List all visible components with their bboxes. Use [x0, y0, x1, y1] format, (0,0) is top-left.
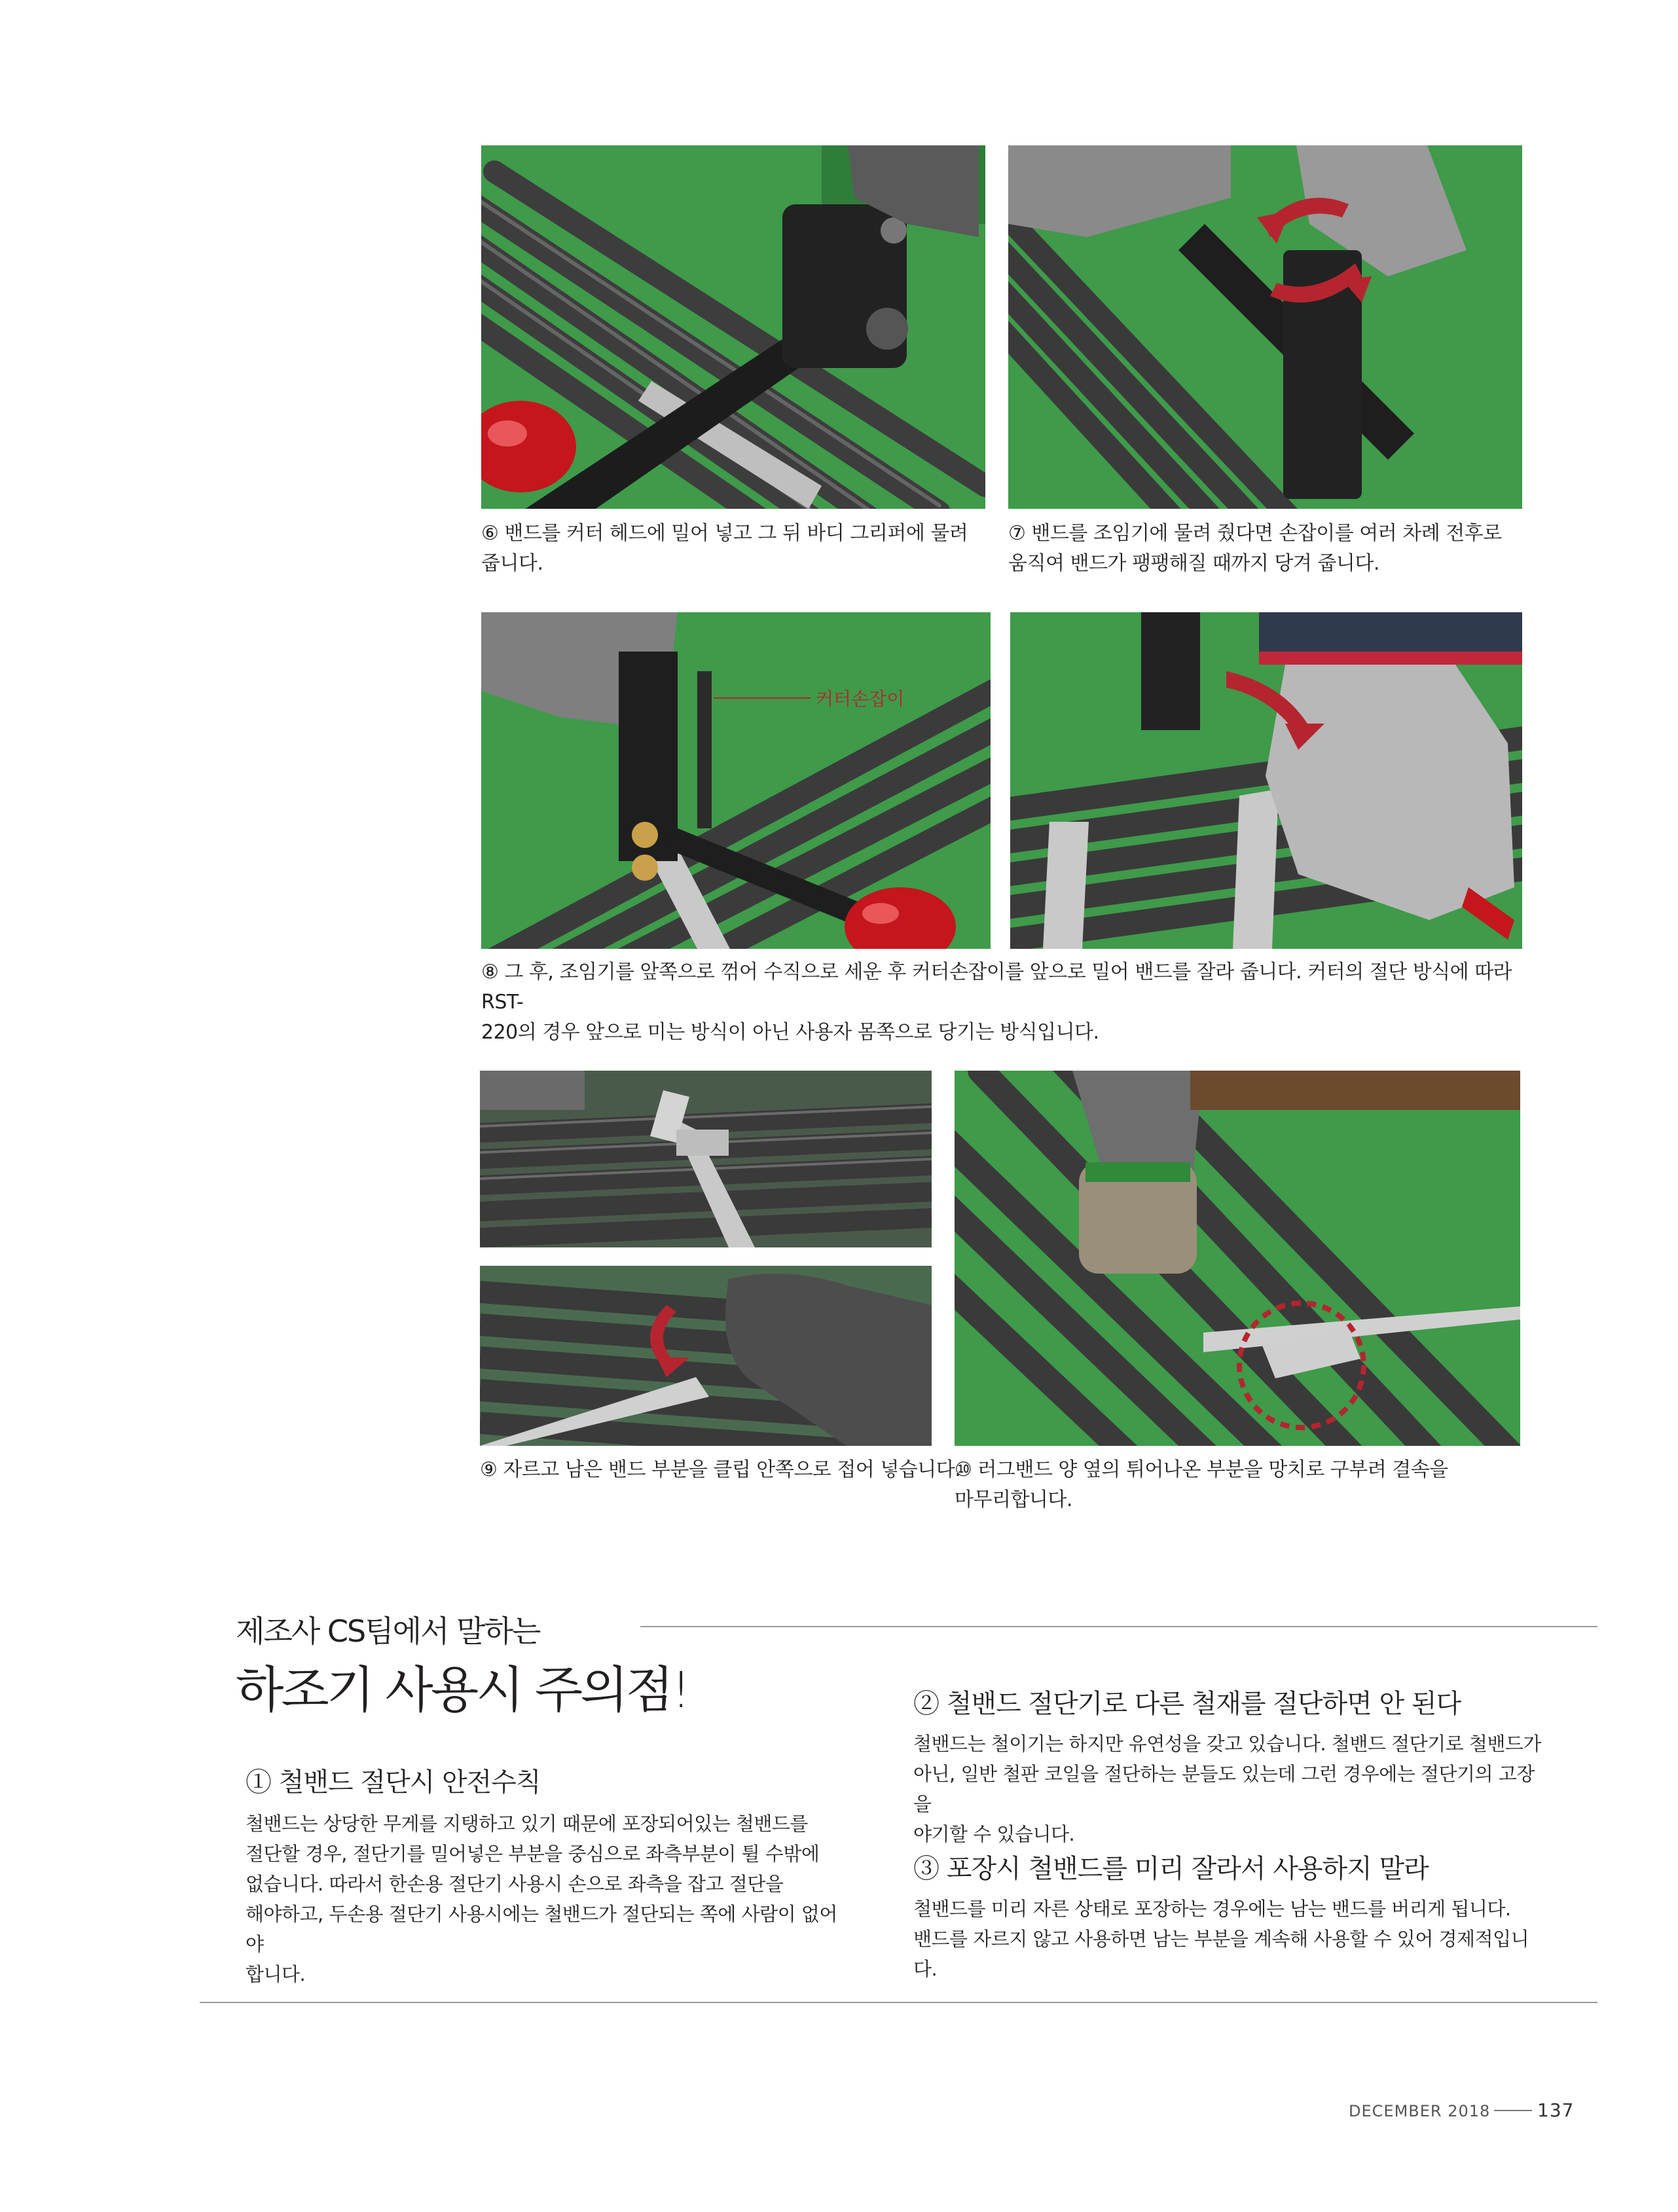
- item3-body-line2: 밴드를 자르지 않고 사용하면 남는 부분을 계속해 사용할 수 있어 경제적입니다.: [913, 1928, 1529, 1980]
- step8-photo-cutter-upright: [481, 612, 991, 949]
- step8-caption-line1: ⑧ 그 후, 조임기를 앞쪽으로 꺾어 수직으로 세운 후 커터손잡이를 앞으로 밀어 밴드를 잘라 줍니다. 커터의 절단 방식에 따라 RST-: [481, 961, 1512, 1014]
- step8-caption-line2: 220의 경우 앞으로 미는 방식이 아닌 사용자 몸쪽으로 당기는 방식입니다.: [481, 1021, 1099, 1044]
- step6-photo: [481, 145, 985, 509]
- step6-caption-line2: 줍니다.: [481, 552, 543, 575]
- step8-caption: [481, 957, 1522, 1048]
- item1-body: [246, 1809, 848, 1989]
- step9-photo-remaining-band: [480, 1071, 932, 1247]
- item2-title: ② 철밴드 절단기로 다른 철재를 절단하면 안 된다: [913, 1689, 1461, 1719]
- item2-body-line2: 아닌, 일반 철판 코일을 절단하는 분들도 있는데 그런 경우에는 절단기의 고장을: [913, 1763, 1535, 1815]
- step9-caption: ⑨ 자르고 남은 밴드 부분을 클립 안쪽으로 접어 넣습니다.: [480, 1458, 961, 1481]
- step7-caption-line2: 움직여 밴드가 팽팽해질 때까지 당겨 줍니다.: [1008, 552, 1379, 575]
- callout-cutter-handle: 커터손잡이: [816, 688, 905, 710]
- item2-body-line1: 철밴드는 철이기는 하지만 유연성을 갖고 있습니다. 철밴드 절단기로 철밴드가: [913, 1733, 1541, 1755]
- step8-photo-cutter-pull: [1010, 612, 1522, 949]
- step9-photo-fold-clip: [480, 1266, 932, 1446]
- step6-caption: [481, 519, 968, 579]
- item1-body-line3: 없습니다. 따라서 한손용 절단기 사용시 손으로 좌측을 잡고 절단을: [246, 1873, 784, 1895]
- step10-caption: [955, 1455, 1448, 1515]
- item3-title: ③ 포장시 철밴드를 미리 잘라서 사용하지 말라: [913, 1854, 1429, 1884]
- section-top-rule: [640, 1626, 1597, 1627]
- step6-caption-line1: ⑥ 밴드를 커터 헤드에 밀어 넣고 그 뒤 바디 그리퍼에 물려: [481, 522, 968, 545]
- section-kicker: 제조사 CS팀에서 말하는: [236, 1613, 540, 1649]
- step7-caption: [1008, 519, 1502, 579]
- step10-caption-line1: ⑩ 러그밴드 양 옆의 튀어나온 부분을 망치로 구부려 결속을: [955, 1458, 1448, 1481]
- footer-page-number: 137: [1537, 2099, 1575, 2121]
- item2-body: [913, 1729, 1542, 1849]
- step7-photo: [1008, 145, 1522, 509]
- section-bottom-rule: [200, 2002, 1597, 2003]
- footer-separator: [1494, 2110, 1532, 2111]
- item3-body: [913, 1894, 1542, 1984]
- step10-caption-line2: 마무리합니다.: [955, 1488, 1072, 1511]
- item3-body-line1: 철밴드를 미리 자른 상태로 포장하는 경우에는 남는 밴드를 버리게 됩니다.: [913, 1898, 1511, 1920]
- step10-photo-hammer: [955, 1071, 1520, 1446]
- step7-caption-line1: ⑦ 밴드를 조임기에 물려 줬다면 손잡이를 여러 차례 전후로: [1008, 522, 1502, 545]
- item1-body-line2: 절단할 경우, 절단기를 밀어넣은 부분을 중심으로 좌측부분이 튈 수밖에: [246, 1843, 820, 1865]
- footer-issue: DECEMBER 2018: [1349, 2102, 1491, 2120]
- item1-title: ① 철밴드 절단시 안전수칙: [246, 1767, 541, 1797]
- item1-body-line4: 해야하고, 두손용 절단기 사용시에는 철밴드가 절단되는 쪽에 사람이 없어야: [246, 1903, 837, 1955]
- item2-body-line3: 야기할 수 있습니다.: [913, 1823, 1075, 1845]
- section-headline: 하조기 사용시 주의점!: [236, 1661, 689, 1719]
- callout-leader-line: [714, 697, 811, 699]
- item1-body-line5: 합니다.: [246, 1963, 306, 1985]
- item1-body-line1: 철밴드는 상당한 무게를 지탱하고 있기 때문에 포장되어있는 철밴드를: [246, 1813, 808, 1835]
